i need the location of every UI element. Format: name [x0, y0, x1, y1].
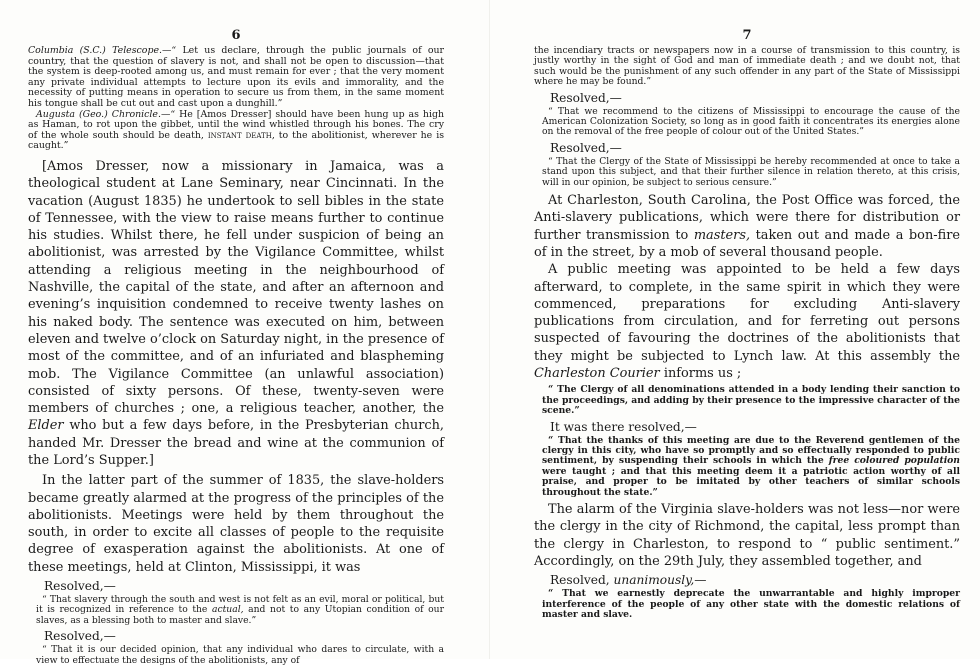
resolution-quote: “ The Clergy of all denominations attended in a body lending their sanction to the proceedings, and adding by their presence to the impressive character of the scene.” [542, 384, 960, 417]
resolution-quote: “ That slavery through the south and west is not felt as an evil, moral or political, but it is recognized in reference to the actual, and not to any Utopian condition of our slaves, as a blessing both to master and slave.” [36, 594, 444, 626]
resolution-quote: “ That we earnestly deprecate the unwarrantable and highly improper interference of the people of any other state with the domestic relations of master and slave. [542, 588, 960, 620]
resolved-heading: It was there resolved,— [550, 419, 697, 434]
resolved-heading: Resolved,— [550, 90, 622, 105]
body-paragraph: A public meeting was appointed to be held a few days afterward, to complete, in the same spirit in which they were commenced, preparations for excluding Anti-slavery publications from circulation, and for ferreting out persons suspected of favouring the doctrines of the abolitionists that they might be subjected to Lynch law. At this assembly the Charleston Courier informs us ; [534, 262, 960, 382]
resolved-heading: Resolved,— [44, 629, 116, 644]
right-page [490, 0, 980, 659]
body-paragraph: At Charleston, South Carolina, the Post Office was forced, the Anti-slavery publications, which were there for distribution or further transmission to masters, taken out and made a bon-fire of in the street, by a mob of several thousand people. [534, 193, 960, 260]
resolution-quote: “ That it is our decided opinion, that any individual who dares to circulate, with a view to effectuate the designs of the abolitionists, any of [36, 644, 444, 666]
page-number: 6 [231, 28, 241, 43]
body-paragraph: [Amos Dresser, now a missionary in Jamaica, was a theological student at Lane Seminary, near Cincinnati. In the vacation (August 1835) he undertook to sell bibles in the state of Tennessee, with the view to raise means further to continue his studies. Whilst there, he fell under suspicion of being an abolitionist, was arrested by the Vigilance Committee, whilst attending a religious meeting in the neighbourhood of Nashville, the capital of the state, and after an afternoon and evening’s inquisition condemned to receive twenty lashes on his naked body. The sentence was executed on him, between eleven and twelve o’clock on Saturday night, in the presence of most of the committee, and of an infuriated and blaspheming mob. The Vigilance Committee (an unlawful association) consisted of sixty persons. Of these, twenty-seven were members of churches ; one, a religious teacher, another, the Elder who but a few days before, in the Presbyterian church, handed Mr. Dresser the bread and wine at the communion of the Lord’s Supper.] [28, 158, 444, 468]
resolution-quote: “ That the Clergy of the State of Mississippi be hereby recommended at once to take a stand upon this subject, and that their further silence in relation thereto, at this crisis, will in our opinion, be subject to serious censure.” [542, 155, 960, 188]
resolution-quote: the incendiary tracts or newspapers now in a course of transmission to this country, is justly worthy in the sight of God and man of immediate death ; and we doubt not, that such would be the punishment of any such offender in any part of the State of Mississippi where he may be found.” [534, 45, 960, 88]
newspaper-clipping: Columbia (S.C.) Telescope.—“ Let us declare, through the public journals of our country, that the question of slavery is not, and shall not be open to discussion—that the system is deep-rooted among us, and must remain for ever ; that the very moment any private individual attempts to lecture upon its evils and immorality, and the necessity of putting means in operation to secure us from them, in the same moment his tongue shall be cut out and cast upon a dunghill.” [28, 45, 444, 109]
body-paragraph: The alarm of the Virginia slave-holders was not less—nor were the clergy in the city of Richmond, the capital, less prompt than the clergy in Charleston, to respond to “ public sentiment.” Accordingly, on the 29th July, they assembled together, and [534, 501, 960, 569]
newspaper-clipping: Augusta (Geo.) Chronicle.—“ He [Amos Dresser] should have been hung up as high as Haman, to rot upon the gibbet, until the wind whistled through his bones. The cry of the whole south should be death, instant death, to the abolitionist, wherever he is caught.” [28, 108, 445, 152]
resolved-heading: Resolved,— [44, 579, 116, 594]
resolved-heading: Resolved,— [550, 140, 622, 155]
resolution-quote: “ That we recommend to the citizens of Mississippi to encourage the cause of the American Colonization Society, so long as in good faith it concentrates its energies alone on the removal of the free people of colour out of the United States.” [542, 105, 960, 138]
resolved-heading: Resolved, unanimously,— [550, 573, 707, 588]
resolution-quote: “ That the thanks of this meeting are due to the Reverend gentlemen of the clergy in this city, who have so promptly and so effectually responded to public sentiment, by suspending their schools in which the free coloured population were taught ; and that this meeting deem it a patriotic action worthy of all praise, and proper to be imitated by other teachers of similar schools throughout the state.” [542, 434, 960, 498]
body-paragraph: In the latter part of the summer of 1835, the slave-holders became greatly alarmed at the progress of the principles of the abolitionists. Meetings were held by them throughout the south, in order to excite all classes of people to the requisite degree of exasperation against the abolitionists. At one of these meetings, held at Clinton, Mississippi, it was [28, 473, 444, 575]
page-number: 7 [742, 28, 752, 43]
